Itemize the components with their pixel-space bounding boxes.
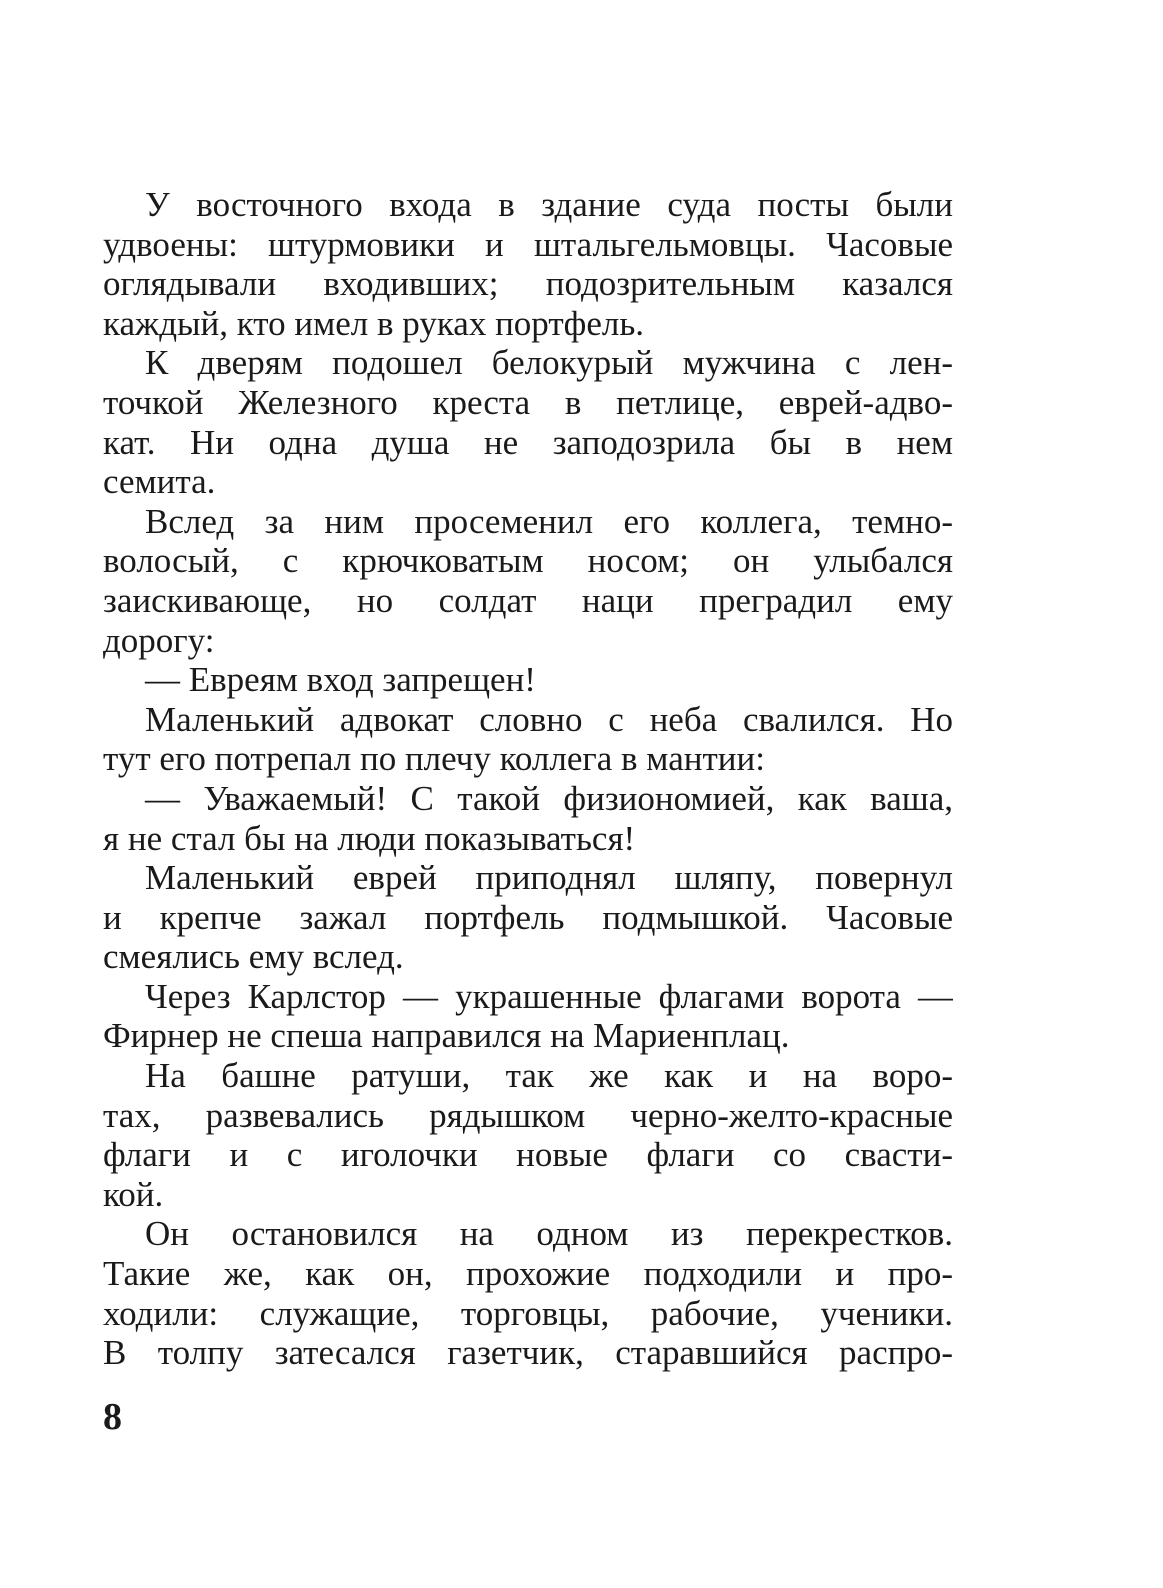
text-line: Он остановился на одном из перекрестков. <box>145 1214 953 1254</box>
text-line: В толпу затесался газетчик, старавшийся распро- <box>103 1333 953 1373</box>
text-line: Вслед за ним просеменил его коллега, темно- <box>145 501 953 541</box>
text-line: каждый, кто имел в руках портфель. <box>103 303 645 343</box>
text-line: ходили: служащие, торговцы, рабочие, ученики. <box>103 1293 953 1333</box>
text-line: флаги и с иголочки новые флаги со свасти- <box>103 1135 953 1175</box>
text-line: — Евреям вход запрещен! <box>145 660 536 700</box>
text-line: удвоены: штурмовики и штальгельмовцы. Часовые <box>103 224 953 264</box>
text-line: На башне ратуши, так же как и на воро- <box>145 1056 953 1096</box>
text-line: — Уважаемый! С такой физиономией, как ваша, <box>145 778 953 818</box>
text-line: точкой Железного креста в петлице, еврей-адво- <box>103 382 953 422</box>
text-line: заискивающе, но солдат наци преградил ему <box>103 580 953 620</box>
text-line: тут его потрепал по плечу коллега в мантии: <box>103 739 765 779</box>
text-line: Фирнер не спеша направился на Мариенплац. <box>103 1016 790 1056</box>
text-line: Маленький адвокат словно с неба свалился. Но <box>145 699 953 739</box>
page-number: 8 <box>103 1396 122 1438</box>
text-line: Маленький еврей приподнял шляпу, повернул <box>145 858 953 898</box>
text-line: смеялись ему вслед. <box>103 937 404 977</box>
text-line: и крепче зажал портфель подмышкой. Часовые <box>103 897 953 937</box>
text-line: оглядывали входивших; подозрительным казался <box>103 264 953 304</box>
text-line: Через Карлстор — украшенные флагами ворота — <box>145 976 953 1016</box>
text-line: У восточного входа в здание суда посты были <box>145 185 953 224</box>
text-line: Такие же, как он, прохожие подходили и про- <box>103 1254 953 1294</box>
text-line: я не стал бы на люди показываться! <box>103 818 636 858</box>
text-line: кой. <box>103 1174 164 1214</box>
text-line: волосый, с крючковатым носом; он улыбался <box>103 541 953 581</box>
text-line: семита. <box>103 462 216 502</box>
body-text <box>103 185 953 1373</box>
text-line: кат. Ни одна душа не заподозрила бы в нем <box>103 422 953 462</box>
text-line: К дверям подошел белокурый мужчина с лен- <box>145 343 953 383</box>
text-line: тах, развевались рядышком черно-желто-красные <box>103 1095 953 1135</box>
text-line: дорогу: <box>103 620 215 660</box>
